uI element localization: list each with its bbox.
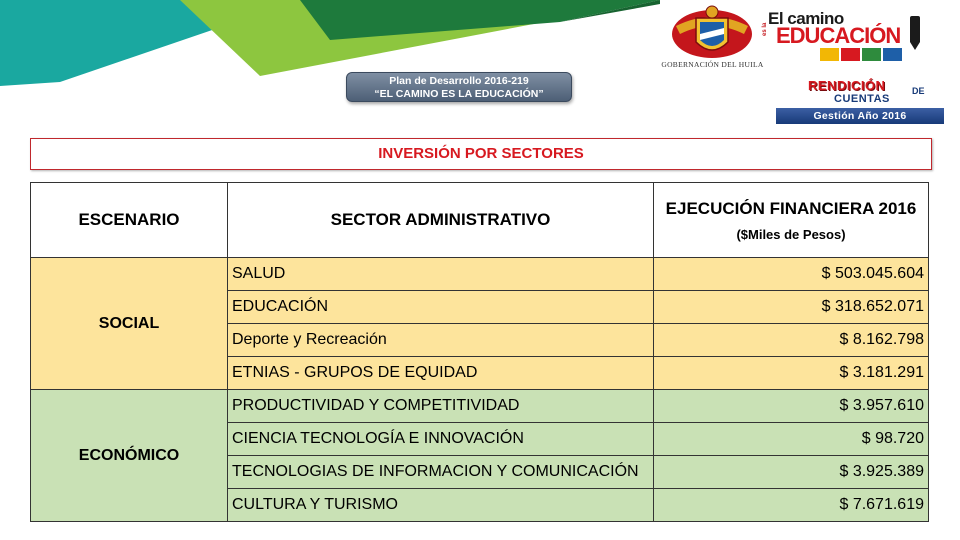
logo-color-squares xyxy=(820,48,902,61)
amount-cell: $ 3.925.389 xyxy=(654,456,929,489)
header-sector: SECTOR ADMINISTRATIVO xyxy=(228,183,654,258)
coat-of-arms-icon xyxy=(670,4,754,62)
sector-cell: ETNIAS - GRUPOS DE EQUIDAD xyxy=(228,357,654,390)
pencil-icon xyxy=(910,16,920,42)
header-execution xyxy=(654,183,929,258)
logo-esla: es la xyxy=(762,22,768,36)
development-plan-badge xyxy=(346,72,572,102)
section-title: INVERSIÓN POR SECTORES xyxy=(30,138,932,170)
logo-square-blue xyxy=(883,48,902,61)
logo-square-green xyxy=(862,48,881,61)
scenario-cell-economic: ECONÓMICO xyxy=(31,390,228,522)
logo-line2: EDUCACIÓN xyxy=(776,23,901,48)
sector-cell: CULTURA Y TURISMO xyxy=(228,489,654,522)
sector-cell: TECNOLOGIAS DE INFORMACION Y COMUNICACIÓN xyxy=(228,456,654,489)
education-logo xyxy=(762,9,932,62)
accountability-badge xyxy=(776,76,944,126)
plan-badge-line1: Plan de Desarrollo 2016-219 xyxy=(389,75,529,87)
crest-caption: GOBERNACIÓN DEL HUILA xyxy=(661,60,764,69)
amount-cell: $ 3.181.291 xyxy=(654,357,929,390)
rendicion-line1: RENDICIÓN xyxy=(808,78,886,93)
header-execution-unit: ($Miles de Pesos) xyxy=(736,226,846,242)
rendicion-line2: CUENTAS xyxy=(834,93,890,105)
sector-cell: PRODUCTIVIDAD Y COMPETITIVIDAD xyxy=(228,390,654,423)
rendicion-line3: Gestión Año 2016 xyxy=(776,108,944,124)
rendicion-de: DE xyxy=(912,86,925,96)
sector-cell: CIENCIA TECNOLOGÍA E INNOVACIÓN xyxy=(228,423,654,456)
sector-cell: SALUD xyxy=(228,258,654,291)
amount-cell: $ 3.957.610 xyxy=(654,390,929,423)
header-execution-title: EJECUCIÓN FINANCIERA 2016 xyxy=(665,198,917,218)
sector-cell: EDUCACIÓN xyxy=(228,291,654,324)
logo-square-red xyxy=(841,48,860,61)
scenario-cell-social: SOCIAL xyxy=(31,258,228,390)
amount-cell: $ 8.162.798 xyxy=(654,324,929,357)
table-header-row xyxy=(31,183,929,258)
amount-cell: $ 318.652.071 xyxy=(654,291,929,324)
header-scenario: ESCENARIO xyxy=(31,183,228,258)
amount-cell: $ 7.671.619 xyxy=(654,489,929,522)
amount-cell: $ 503.045.604 xyxy=(654,258,929,291)
plan-badge-line2: “EL CAMINO ES LA EDUCACIÓN” xyxy=(374,88,544,100)
sector-cell: Deporte y Recreación xyxy=(228,324,654,357)
amount-cell: $ 98.720 xyxy=(654,423,929,456)
table-row xyxy=(31,258,929,291)
logo-square-yellow xyxy=(820,48,839,61)
table-row xyxy=(31,390,929,423)
logo-line1: El camino xyxy=(768,9,844,28)
investment-table xyxy=(30,182,929,522)
